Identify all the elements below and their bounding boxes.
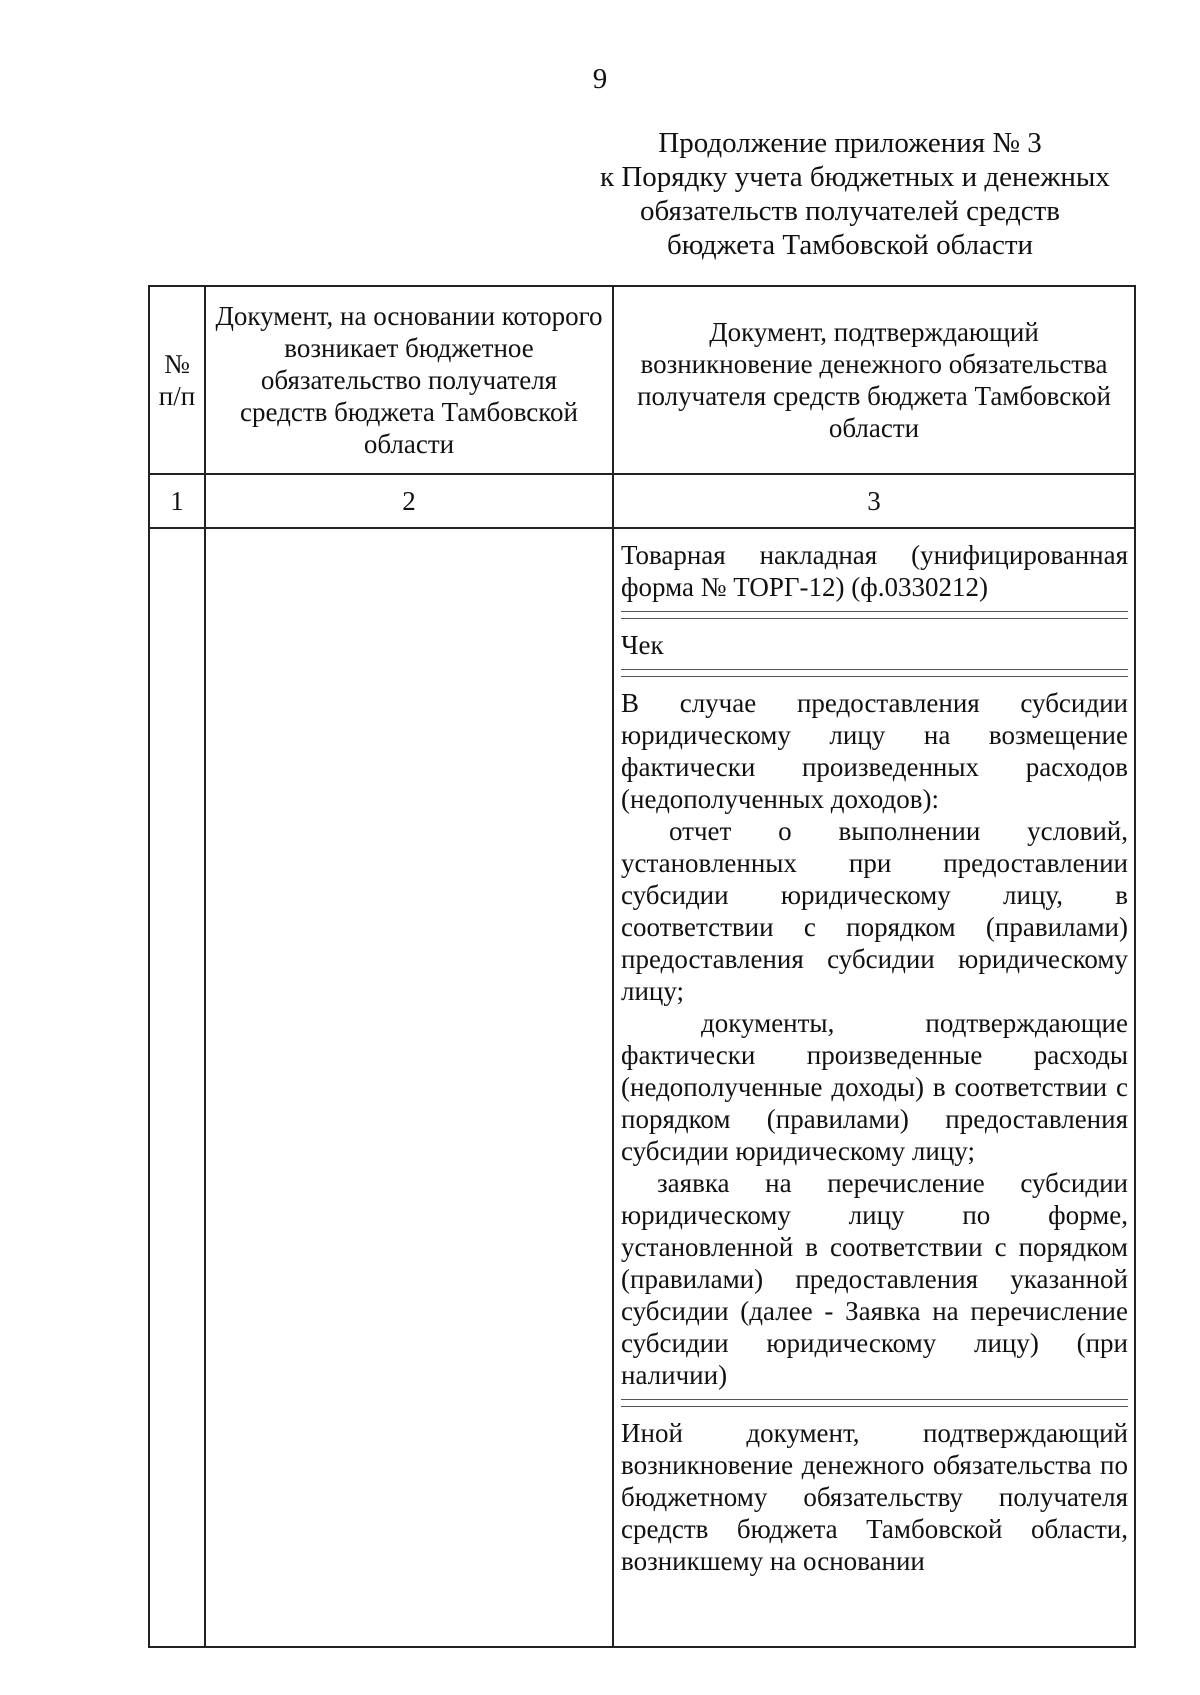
header-cell-obligation-basis [205,286,613,474]
header-obligation-basis-text: Документ, на основании которого возникает бюджетное обязательство получателя средств бюджета Тамбовской области [215,301,603,459]
header-cell-number [149,286,205,474]
empty-cell [205,528,613,1647]
header-cell-confirming-document [613,286,1135,474]
subsidy-request-text: заявка на перечисление субсидии юридическому лицу по форме, установленной в соответствии с порядком (правилами) предоставления указанной субсидии (далее - Заявка на перечисление субсидии юридическому лицу) (при наличии) [621,1168,1128,1390]
other-document-text: Иной документ, подтверждающий возникновение денежного обязательства по бюджетному обязательству получателя средств бюджета Тамбовской области, возникшему на основании [621,1418,1128,1576]
subsidy-docs-text: документы, подтверждающие фактически произведенные расходы (недополученные доходы) в соответствии с порядком (правилами) предоставления субсидии юридическому лицу; [621,1008,1128,1166]
header-number-sign: № [164,349,190,379]
list-item [621,1406,1128,1585]
documents-table [148,285,1136,1648]
check-text: Чек [621,630,664,660]
column-number-cell: 3 [613,474,1135,528]
list-item [621,529,1128,612]
confirming-documents-cell [613,528,1135,1647]
column-number-cell: 1 [149,474,205,528]
appendix-header-line: бюджета Тамбовской области [666,229,1034,261]
subsidy-intro-text: В случае предоставления субсидии юридическому лицу на возмещение фактически произведенных расходов (недополученных доходов): [621,688,1128,814]
subsidy-report-text: отчет о выполнении условий, установленных при предоставлении субсидии юридическому лицу, в соответствии с порядком (правилами) предоставления субсидии юридическому лицу; [621,816,1128,1006]
list-item [621,676,1128,1400]
list-item [621,618,1128,670]
table-row [149,528,1135,1647]
empty-cell [149,528,205,1647]
column-number-cell: 2 [205,474,613,528]
table-header-row [149,286,1135,474]
header-number-label: п/п [158,381,196,411]
appendix-header-line: Продолжение приложения № 3 [658,127,1042,159]
column-numbers-row [149,474,1135,528]
appendix-header-line: обязательств получателей средств [639,195,1060,227]
appendix-header-line: к Порядку учета бюджетных и денежных [600,161,1110,193]
appendix-header [600,126,1110,262]
torg-12-text: Товарная накладная (унифицированная форма № ТОРГ-12) (ф.0330212) [621,540,1128,602]
page-number: 9 [592,63,608,95]
header-confirming-document-text: Документ, подтверждающий возникновение денежного обязательства получателя средств бюджета Тамбовской области [637,317,1111,443]
